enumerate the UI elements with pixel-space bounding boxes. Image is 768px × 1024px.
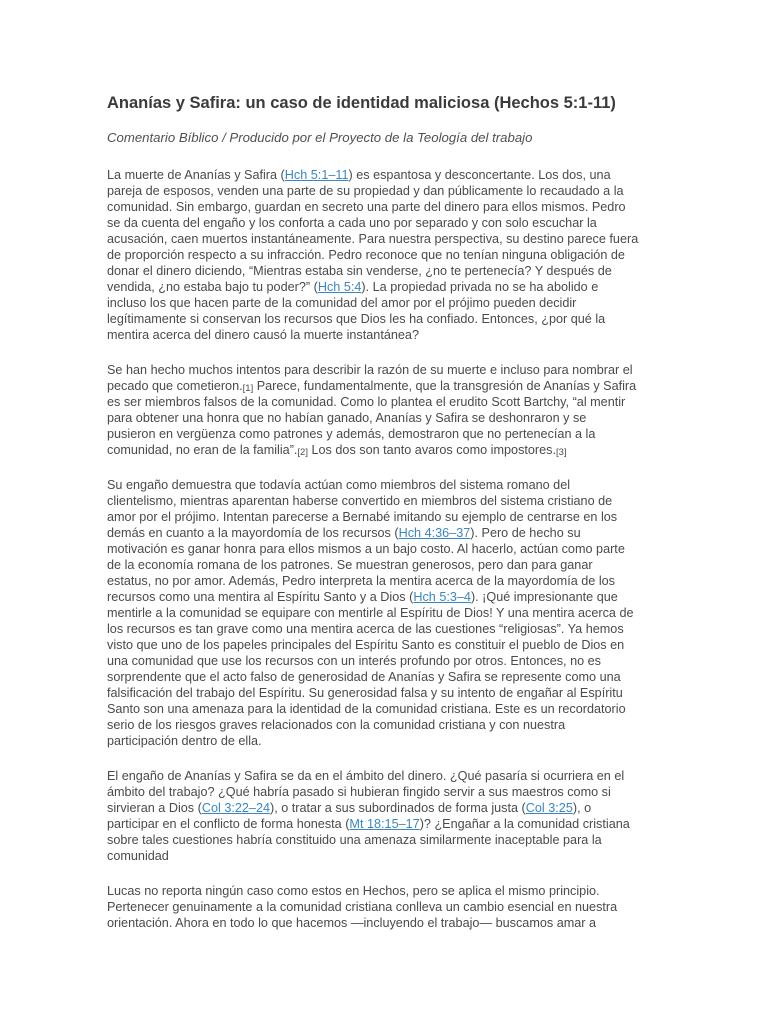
text-segment: amor por el prójimo. Intentan parecerse a Bernabé imitando su ejemplo de centrarse en los	[107, 510, 618, 524]
text-segment: los recursos es tan grave como una mentira acerca de las cuestiones “religiosas”. Ya hemos	[107, 622, 624, 636]
text-segment: estatus, no por amor. Además, Pedro interpreta la mentira acerca de la mayordomía de los	[107, 574, 615, 588]
text-line	[107, 685, 655, 701]
text-segment: )? ¿Engañar a la comunidad cristiana	[419, 817, 630, 831]
text-segment: ámbito del trabajo? ¿Qué habría pasado si hubieran fingido servir a sus maestros como si	[107, 785, 611, 799]
text-line	[107, 899, 655, 915]
text-line	[107, 800, 655, 816]
text-line	[107, 621, 655, 637]
text-line	[107, 362, 655, 378]
text-line	[107, 442, 655, 458]
text-line	[107, 525, 655, 541]
text-segment: es ser miembros falsos de la comunidad. Como lo plantea el erudito Scott Bartchy, “al mentir	[107, 395, 626, 409]
text-segment: Santo son una amenaza para la identidad de la comunidad cristiana. Este es un recordatorio	[107, 702, 626, 716]
text-segment: de la economía romana de los patrones. Se muestran generosos, pero dan para ganar	[107, 558, 593, 572]
text-line	[107, 199, 655, 215]
text-line	[107, 915, 655, 931]
text-line	[107, 247, 655, 263]
text-segment: Pertenecer genuinamente a la comunidad cristiana conlleva un cambio esencial en nuestra	[107, 900, 618, 914]
text-line	[107, 311, 655, 327]
text-segment: serio de los riesgos graves relacionados con la comunidad cristiana y con nuestra	[107, 718, 566, 732]
text-segment: recursos como una mentira al Espíritu Santo y a Dios (	[107, 590, 414, 604]
text-segment: pusieron en vergüenza como patrones y además, demostraron que no pertenecían a la	[107, 427, 596, 441]
text-line	[107, 279, 655, 295]
text-line	[107, 669, 655, 685]
text-segment: visto que uno de los papeles principales del Espíritu Santo es constituir el pueblo de Dios en	[107, 638, 625, 652]
text-line	[107, 768, 655, 784]
footnote-marker[interactable]: [2]	[297, 447, 308, 458]
scripture-reference-link[interactable]: Hch 5:3–4	[413, 590, 471, 604]
text-segment: ), o	[572, 801, 592, 815]
text-segment: Parece, fundamentalmente, que la transgresión de Ananías y Safira	[253, 379, 637, 393]
text-segment: mentirle a la comunidad se equipare con mentirle al Espíritu de Dios! Y una mentira acerca de	[107, 606, 634, 620]
paragraph	[107, 362, 655, 458]
text-segment: ). ¡Qué impresionante que	[470, 590, 618, 604]
text-segment: para obtener una honra que no habían ganado, Ananías y Safira se deshonraron y se	[107, 411, 587, 425]
text-line	[107, 426, 655, 442]
scripture-reference-link[interactable]: Hch 5:4	[317, 280, 362, 294]
text-segment: donar el dinero diciendo, “Mientras estaba sin venderse, ¿no te pertenecía? Y después de	[107, 264, 612, 278]
text-segment: incluso los que hacen parte de la comunidad del amor por el prójimo pueden decidir	[107, 296, 577, 310]
text-segment: sorprendente que el acto falso de generosidad de Ananías y Safira se represente como una	[107, 670, 621, 684]
text-segment: una comunidad que use los recursos con un interés profundo por otros. Entonces, no es	[107, 654, 601, 668]
paragraph	[107, 477, 655, 749]
text-line	[107, 263, 655, 279]
text-segment: mentira acerca del dinero causó la muerte instantánea?	[107, 328, 419, 342]
text-line	[107, 541, 655, 557]
paragraph	[107, 167, 655, 343]
text-segment: comunidad	[107, 849, 169, 863]
scripture-reference-link[interactable]: Col 3:22–24	[201, 801, 271, 815]
scripture-reference-link[interactable]: Mt 18:15–17	[349, 817, 420, 831]
text-segment: ). La propiedad privada no se ha abolido e	[361, 280, 599, 294]
text-segment: ). Pero de hecho su	[470, 526, 581, 540]
text-segment: de proporción respecto a su infracción. Pedro reconoce que no tenían ninguna obligación de	[107, 248, 625, 262]
scripture-reference-link[interactable]: Col 3:25	[525, 801, 573, 815]
text-segment: Los dos son tanto avaros como impostores.	[307, 443, 557, 457]
text-line	[107, 295, 655, 311]
text-segment: orientación. Ahora en todo lo que hacemos —incluyendo el trabajo— buscamos amar a	[107, 916, 597, 930]
text-segment: pecado que cometieron.	[107, 379, 243, 393]
text-segment: clientelismo, mientras aparentan haberse convertido en miembros del sistema cristiano de	[107, 494, 613, 508]
text-line	[107, 784, 655, 800]
text-line	[107, 327, 655, 343]
footnote-marker[interactable]: [1]	[242, 383, 254, 394]
text-segment: ), o tratar a sus subordinados de forma justa (	[270, 801, 526, 815]
text-segment: legítimamente si conservan los recursos que Dios les ha confiado. Entonces, ¿por qué la	[107, 312, 606, 326]
text-segment: El engaño de Ananías y Safira se da en el ámbito del dinero. ¿Qué pasaría si ocurriera en el	[107, 769, 625, 783]
text-segment: Lucas no reporta ningún caso como estos en Hechos, pero se aplica el mismo principio.	[107, 884, 600, 898]
text-segment: pareja de esposos, venden una parte de su propiedad y dan públicamente lo recaudado a la	[107, 184, 624, 198]
text-segment: La muerte de Ananías y Safira (	[107, 168, 285, 182]
text-line	[107, 477, 655, 493]
text-line	[107, 589, 655, 605]
text-segment: sobre tales cuestiones habría constituido una amenaza similarmente inaceptable para la	[107, 833, 602, 847]
paragraph	[107, 768, 655, 864]
text-segment: se da cuenta del engaño y los conforta a cada uno por separado y con solo escuchar la	[107, 216, 597, 230]
text-line	[107, 733, 655, 749]
article	[107, 92, 655, 931]
text-line	[107, 653, 655, 669]
page-title: Ananías y Safira: un caso de identidad maliciosa (Hechos 5:1-11)	[107, 94, 616, 112]
text-segment: Se han hecho muchos intentos para describir la razón de su muerte e incluso para nombrar el	[107, 363, 633, 377]
text-segment: comunidad. Sin embargo, guardan en secreto una parte del dinero para ellos mismos. Pedro	[107, 200, 626, 214]
text-line	[107, 701, 655, 717]
scripture-reference-link[interactable]: Hch 4:36–37	[398, 526, 471, 540]
text-line	[107, 637, 655, 653]
text-line	[107, 493, 655, 509]
text-segment: demás en cuanto a la mayordomía de los recursos (	[107, 526, 399, 540]
text-line	[107, 215, 655, 231]
text-line	[107, 231, 655, 247]
text-segment: vendida, ¿no estaba bajo tu poder?” (	[107, 280, 318, 294]
text-line	[107, 183, 655, 199]
text-line	[107, 832, 655, 848]
text-line	[107, 557, 655, 573]
text-segment: sirvieran a Dios (	[107, 801, 202, 815]
text-segment: acusación, caen muertos instantáneamente. Para nuestra perspectiva, su destino parece fuera	[107, 232, 639, 246]
text-line	[107, 816, 655, 832]
footnote-marker[interactable]: [3]	[556, 447, 567, 458]
text-segment: comunidad, no eran de la familia”.	[107, 443, 298, 457]
text-line	[107, 410, 655, 426]
article-body	[107, 167, 655, 931]
text-line	[107, 848, 655, 864]
text-segment: participación dentro de ella.	[107, 734, 262, 748]
text-line	[107, 717, 655, 733]
text-line	[107, 167, 655, 183]
text-segment: ) es espantosa y desconcertante. Los dos, una	[348, 168, 611, 182]
text-line	[107, 573, 655, 589]
scripture-reference-link[interactable]: Hch 5:1–11	[284, 168, 349, 182]
article-subtitle: Comentario Bíblico / Producido por el Proyecto de la Teología del trabajo	[107, 130, 533, 145]
text-line	[107, 883, 655, 899]
text-line	[107, 509, 655, 525]
text-segment: motivación es ganar honra para ellos mismos a un bajo costo. Al hacerlo, actúan como parte	[107, 542, 625, 556]
text-segment: Su engaño demuestra que todavía actúan como miembros del sistema romano del	[107, 478, 571, 492]
paragraph	[107, 883, 655, 931]
text-line	[107, 394, 655, 410]
text-segment: participar en el conflicto de forma honesta (	[107, 817, 350, 831]
text-line	[107, 605, 655, 621]
text-line	[107, 378, 655, 394]
text-segment: falsificación del trabajo del Espíritu. Su generosidad falsa y su intento de engañar al Espíritu	[107, 686, 623, 700]
